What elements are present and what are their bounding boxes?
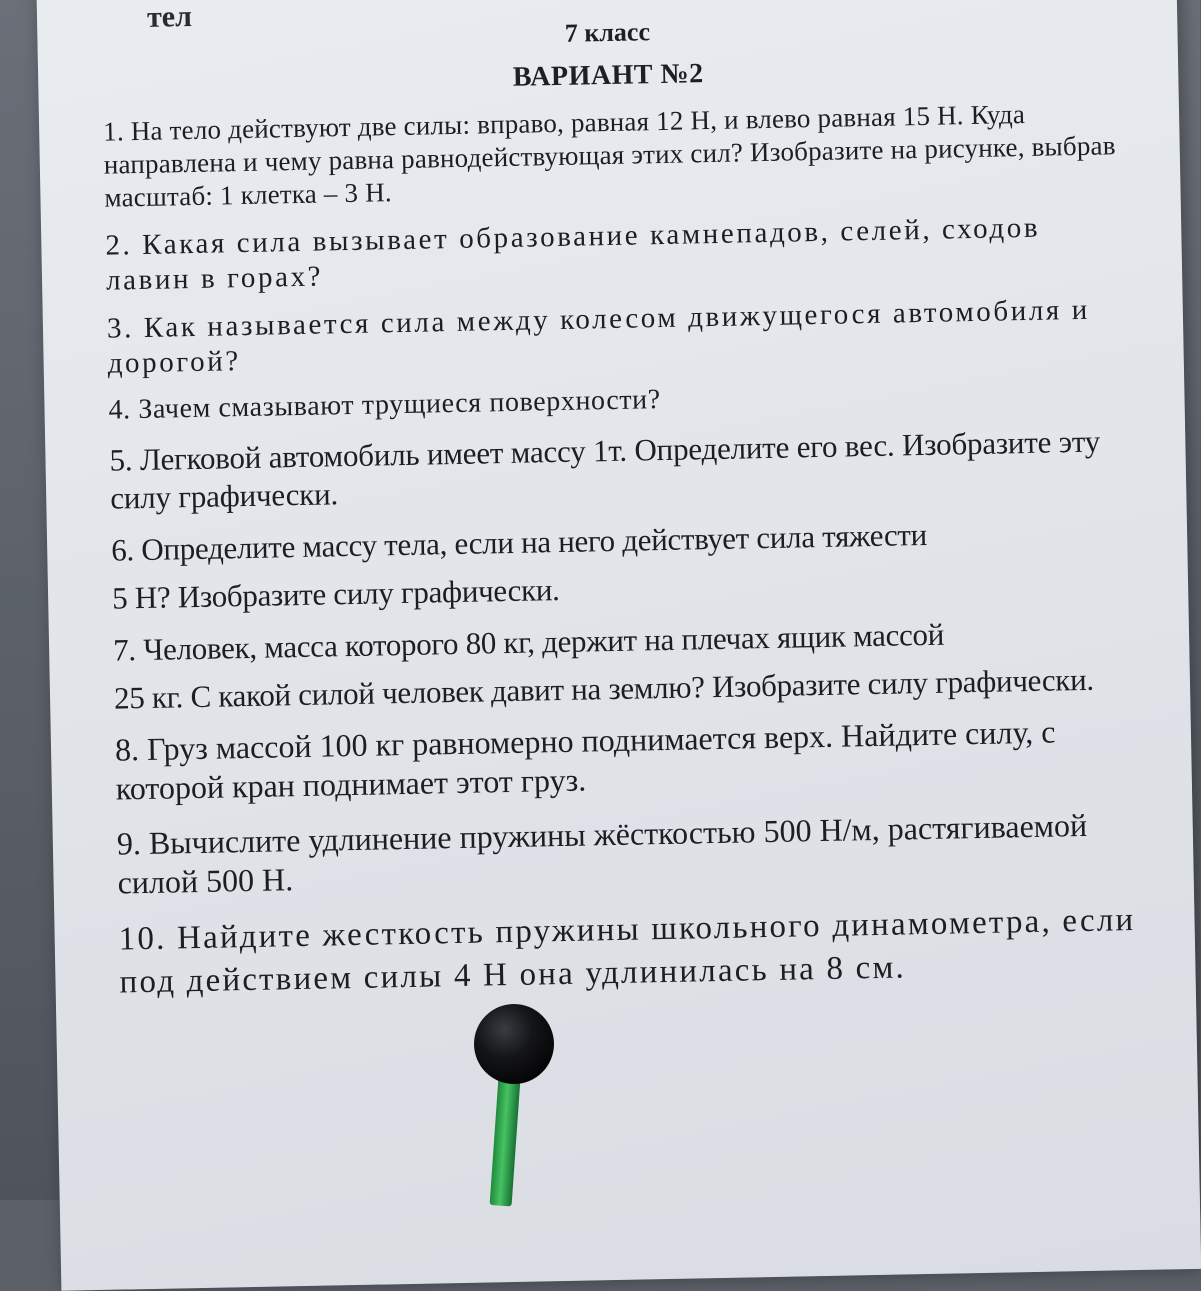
question-1: 1. На тело действуют две силы: вправо, равная 12 Н, и влево равная 15 Н. Куда направлена и чему равна равнодействующая этих сил? Изобразите на рисунке, выбрав масштаб: 1 клетка – 3 Н. bbox=[102, 98, 1116, 213]
pointer-stick-icon bbox=[470, 1000, 580, 1200]
question-3: 3. Как называется сила между колесом движущегося автомобиля и дорогой? bbox=[106, 293, 1091, 380]
pointer-tip bbox=[474, 1004, 554, 1084]
question-6: 6. Определите массу тела, если на него действует сила тяжести bbox=[110, 517, 928, 568]
question-8: 8. Груз массой 100 кг равномерно поднимается верх. Найдите силу, с которой кран поднимает этот груз. bbox=[114, 713, 1056, 807]
question-7: 7. Человек, масса которого 80 кг, держит на плечах ящик массой bbox=[112, 616, 945, 668]
question-9: 9. Вычислите удлинение пружины жёсткостью 500 Н/м, растягиваемой силой 500 Н. bbox=[116, 807, 1088, 901]
questions-list bbox=[103, 96, 1140, 1005]
question-10: 10. Найдите жесткость пружины школьного динамометра, если под действием силы 4 Н она удлинилась на 8 см. bbox=[118, 902, 1136, 1001]
header-cut-text: тел bbox=[146, 0, 193, 34]
question-6-continued: 5 Н? Изобразите силу графически. bbox=[111, 571, 560, 616]
question-4: 4. Зачем смазывают трущиеся поверхности? bbox=[108, 384, 662, 426]
question-2: 2. Какая сила вызывает образование камнепадов, селей, сходов лавин в горах? bbox=[105, 211, 1041, 297]
question-5: 5. Легковой автомобиль имеет массу 1т. Определите его вес. Изобразите эту силу графически. bbox=[109, 424, 1101, 516]
question-7-continued: 25 кг. С какой силой человек давит на землю? Изобразите силу графически. bbox=[113, 661, 1095, 716]
class-line: 7 класс bbox=[564, 17, 651, 48]
variant-title: ВАРИАНТ №2 bbox=[512, 58, 704, 93]
paper-sheet bbox=[36, 0, 1201, 1291]
